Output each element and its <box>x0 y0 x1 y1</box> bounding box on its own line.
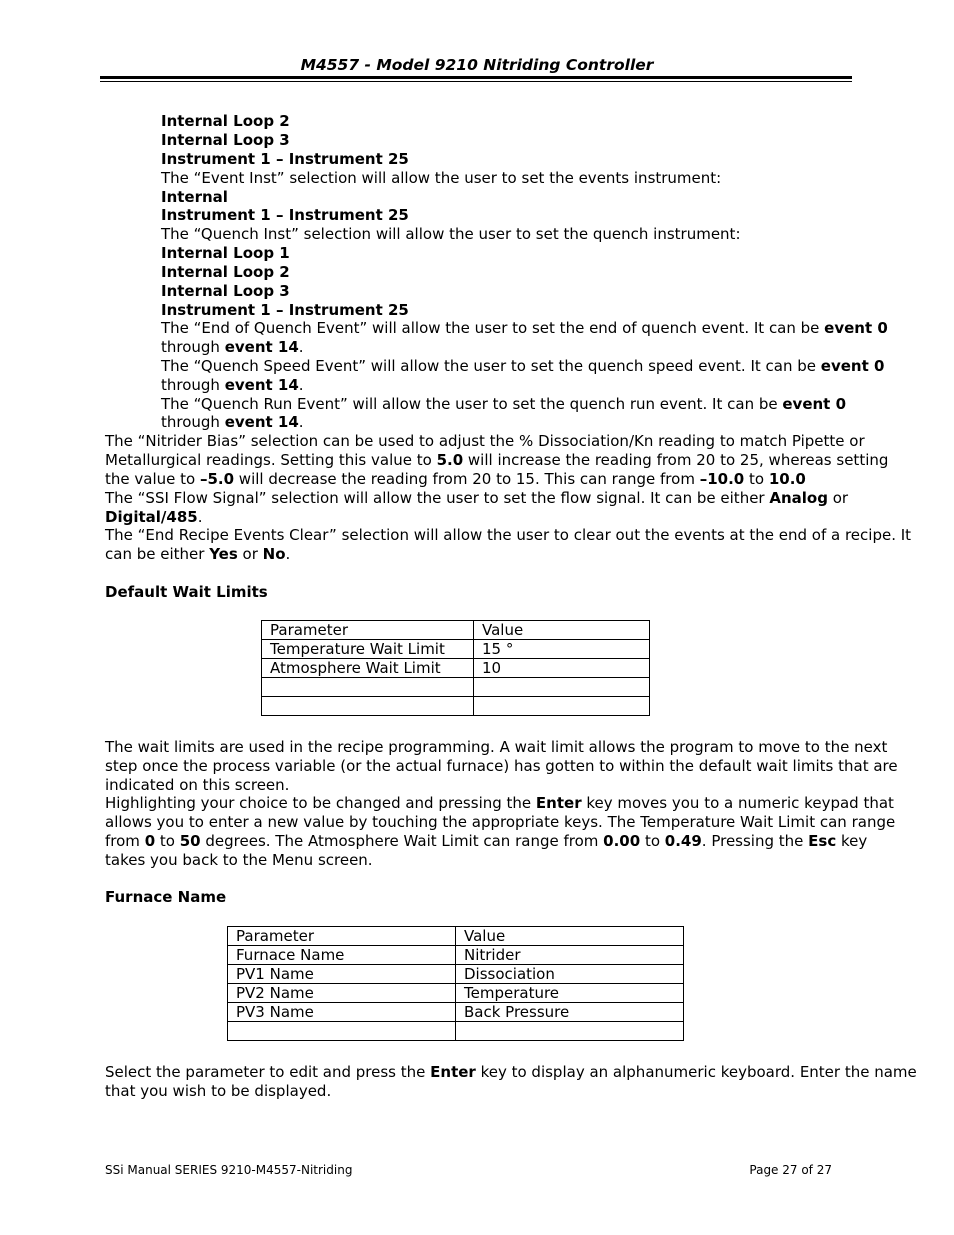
quench-speed-event-description-cont: through event 14. <box>161 376 304 394</box>
table-header-cell: Value <box>456 927 684 946</box>
table-cell: PV3 Name <box>228 1003 456 1022</box>
table-header-cell: Parameter <box>228 927 456 946</box>
option-internal-loop-3: Internal Loop 3 <box>161 282 290 300</box>
nitrider-bias-paragraph: Metallurgical readings. Setting this value to 5.0 will increase the reading from 20 to 25, whereas setting <box>105 451 889 469</box>
table-header-cell: Parameter <box>262 621 474 640</box>
quench-inst-description: The “Quench Inst” selection will allow the user to set the quench instrument: <box>161 225 741 243</box>
nitrider-bias-paragraph: the value to –5.0 will decrease the reading from 20 to 15. This can range from –10.0 to 10.0 <box>105 470 806 488</box>
quench-speed-event-description: The “Quench Speed Event” will allow the user to set the quench speed event. It can be event 0 <box>161 357 885 375</box>
table-row <box>228 1022 684 1041</box>
wait-limits-paragraph: step once the process variable (or the actual furnace) has gotten to within the default wait limits that are <box>105 757 898 775</box>
table-cell: PV2 Name <box>228 984 456 1003</box>
table-row[interactable] <box>228 984 684 1003</box>
table-cell: Back Pressure <box>456 1003 684 1022</box>
furnace-name-table <box>227 926 684 1041</box>
table-cell: Temperature Wait Limit <box>262 640 474 659</box>
table-header-row <box>262 621 650 640</box>
end-of-quench-event-description: The “End of Quench Event” will allow the user to set the end of quench event. It can be event 0 <box>161 319 888 337</box>
table-cell: 10 <box>474 659 650 678</box>
table-row[interactable] <box>262 640 650 659</box>
wait-limits-instructions: Highlighting your choice to be changed and pressing the Enter key moves you to a numeric keypad that <box>105 794 894 812</box>
table-cell <box>474 678 650 697</box>
table-cell: Furnace Name <box>228 946 456 965</box>
table-cell <box>262 678 474 697</box>
event-inst-description: The “Event Inst” selection will allow the user to set the events instrument: <box>161 169 722 187</box>
end-recipe-events-paragraph: The “End Recipe Events Clear” selection will allow the user to clear out the events at the end of a recipe. It <box>105 526 912 544</box>
wait-limits-instructions: from 0 to 50 degrees. The Atmosphere Wait Limit can range from 0.00 to 0.49. Pressing the Esc key <box>105 832 868 850</box>
table-cell <box>456 1022 684 1041</box>
wait-limits-paragraph: The wait limits are used in the recipe programming. A wait limit allows the program to move to the next <box>105 738 888 756</box>
table-cell: Dissociation <box>456 965 684 984</box>
option-internal: Internal <box>161 188 228 206</box>
table-cell <box>228 1022 456 1041</box>
end-recipe-events-paragraph: can be either Yes or No. <box>105 545 291 563</box>
option-instrument-range: Instrument 1 – Instrument 25 <box>161 206 409 224</box>
option-instrument-range: Instrument 1 – Instrument 25 <box>161 301 409 319</box>
table-header-row <box>228 927 684 946</box>
section-heading-default-wait-limits: Default Wait Limits <box>105 583 268 601</box>
ssi-flow-signal-paragraph: Digital/485. <box>105 508 203 526</box>
header-rule-thick <box>100 76 852 79</box>
header-rule-thin <box>100 81 852 82</box>
table-row[interactable] <box>262 659 650 678</box>
option-internal-loop-2: Internal Loop 2 <box>161 112 290 130</box>
option-instrument-range: Instrument 1 – Instrument 25 <box>161 150 409 168</box>
ssi-flow-signal-paragraph: The “SSI Flow Signal” selection will allow the user to set the flow signal. It can be either Analog or <box>105 489 849 507</box>
option-internal-loop-3: Internal Loop 3 <box>161 131 290 149</box>
table-header-cell: Value <box>474 621 650 640</box>
table-row[interactable] <box>228 1003 684 1022</box>
table-row <box>262 678 650 697</box>
table-cell <box>474 697 650 716</box>
option-internal-loop-2: Internal Loop 2 <box>161 263 290 281</box>
wait-limits-table <box>261 620 650 716</box>
footer-page-number: Page 27 of 27 <box>749 1163 832 1177</box>
section-heading-furnace-name: Furnace Name <box>105 888 227 906</box>
furnace-name-instructions: Select the parameter to edit and press the Enter key to display an alphanumeric keyboard. Enter the name <box>105 1063 917 1081</box>
wait-limits-paragraph: indicated on this screen. <box>105 776 290 794</box>
table-cell: PV1 Name <box>228 965 456 984</box>
table-cell: Atmosphere Wait Limit <box>262 659 474 678</box>
footer-manual-title: SSi Manual SERIES 9210-M4557-Nitriding <box>105 1163 353 1177</box>
nitrider-bias-paragraph: The “Nitrider Bias” selection can be used to adjust the % Dissociation/Kn reading to match Pipette or <box>105 432 865 450</box>
table-row[interactable] <box>228 946 684 965</box>
furnace-name-instructions: that you wish to be displayed. <box>105 1082 332 1100</box>
end-of-quench-event-description-cont: through event 14. <box>161 338 304 356</box>
table-row <box>262 697 650 716</box>
table-cell: Nitrider <box>456 946 684 965</box>
quench-run-event-description-cont: through event 14. <box>161 413 304 431</box>
wait-limits-instructions: takes you back to the Menu screen. <box>105 851 373 869</box>
table-cell: Temperature <box>456 984 684 1003</box>
wait-limits-instructions: allows you to enter a new value by touching the appropriate keys. The Temperature Wait Limit can range <box>105 813 896 831</box>
quench-run-event-description: The “Quench Run Event” will allow the user to set the quench run event. It can be event 0 <box>161 395 847 413</box>
page-header-title: M4557 - Model 9210 Nitriding Controller <box>300 56 654 74</box>
table-cell: 15 ° <box>474 640 650 659</box>
table-cell <box>262 697 474 716</box>
table-row[interactable] <box>228 965 684 984</box>
option-internal-loop-1: Internal Loop 1 <box>161 244 290 262</box>
